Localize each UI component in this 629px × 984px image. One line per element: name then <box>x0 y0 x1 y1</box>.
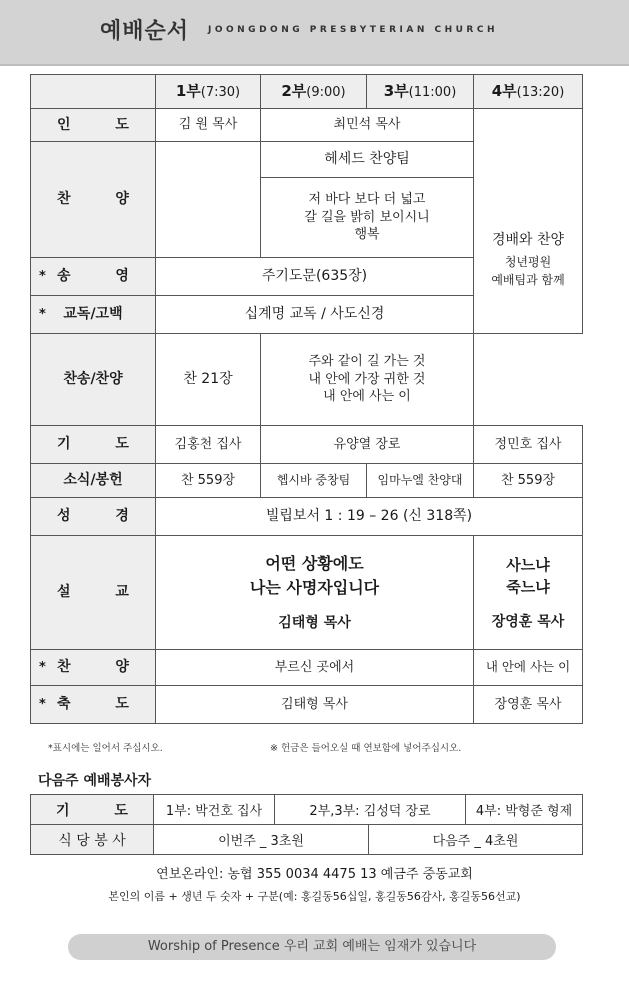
benediction-value: 김태형 목사 <box>156 686 474 724</box>
sermon-s4-cell <box>474 536 583 650</box>
prayer-s1: 김홍천 집사 <box>156 426 261 464</box>
praise-song-2: 갈 길을 밝히 보이시니 <box>304 209 430 225</box>
next-kitchen-this: 이번주 _ 3초원 <box>154 825 369 855</box>
s4-praise-line3: 예배팀과 함께 <box>491 273 565 288</box>
prayer-s4: 정민호 집사 <box>474 426 583 464</box>
page-header <box>0 0 629 66</box>
next-kitchen-next: 다음주 _ 4초원 <box>369 825 583 855</box>
sermon-s4-title-1: 사느냐 <box>506 555 550 574</box>
service-header-row <box>31 75 583 109</box>
row-benediction <box>31 686 583 724</box>
row-prayer <box>31 426 583 464</box>
row-offering <box>31 464 583 498</box>
label-prayer: 기 도 <box>31 426 156 464</box>
service-2-header: 2부(9:00) <box>261 75 367 109</box>
label-closing-hymn: * 찬 양 <box>31 650 156 686</box>
page-title: 예배순서 <box>100 19 190 44</box>
sermon-title-2: 나는 사명자입니다 <box>249 578 380 598</box>
prayer-s23: 유양열 장로 <box>261 426 474 464</box>
service-1-header: 1부(7:30) <box>156 75 261 109</box>
next-prayer-4: 4부: 박형준 형제 <box>466 795 583 825</box>
next-kitchen-row <box>31 825 583 855</box>
church-name: JOONGDONG PRESBYTERIAN CHURCH <box>208 25 498 35</box>
hymn-song-2: 내 안에 가장 귀한 것 <box>308 371 426 387</box>
row-sermon <box>31 536 583 650</box>
sermon-s4-preacher: 장영훈 목사 <box>491 613 565 630</box>
offering-s1: 찬 559장 <box>156 464 261 498</box>
confession-value: 십계명 교독 / 사도신경 <box>156 296 474 334</box>
sermon-cell <box>156 536 474 650</box>
next-prayer-23: 2부,3부: 김성덕 장로 <box>275 795 466 825</box>
worship-order-table <box>30 74 583 724</box>
praise-songs <box>261 178 474 258</box>
praise-s1-empty <box>156 142 261 258</box>
praise-song-1: 저 바다 보다 더 넓고 <box>308 192 426 208</box>
next-kitchen-label: 식 당 봉 사 <box>31 825 154 855</box>
note-standing: *표시에는 일어서 주십시오. <box>48 743 163 754</box>
label-benediction: * 축 도 <box>31 686 156 724</box>
offering-s2: 헵시바 중창팀 <box>261 464 367 498</box>
label-offering: 소식/봉헌 <box>31 464 156 498</box>
praise-song-3: 행복 <box>354 227 380 243</box>
label-hymn: 찬송/찬양 <box>31 334 156 426</box>
label-doxology: * 송 영 <box>31 258 156 296</box>
row-scripture <box>31 498 583 536</box>
hymn-song-1: 주와 같이 길 가는 것 <box>308 354 426 370</box>
label-leader: 인 도 <box>31 109 156 142</box>
doxology-value: 주기도문(635장) <box>156 258 474 296</box>
note-offering: ※ 헌금은 들어오실 때 연보함에 넣어주십시오. <box>270 743 462 754</box>
sermon-s4-title-2: 죽느냐 <box>506 578 550 597</box>
bank-info: 연보온라인: 농협 355 0034 4475 13 예금주 중동교회 <box>156 867 473 882</box>
next-prayer-label: 기 도 <box>31 795 154 825</box>
footer-banner: Worship of Presence 우리 교회 예배는 임재가 있습니다 <box>68 934 556 960</box>
offering-s3: 임마누엘 찬양대 <box>367 464 474 498</box>
sermon-preacher: 김태형 목사 <box>278 615 351 632</box>
label-sermon: 설 교 <box>31 536 156 650</box>
label-praise: 찬 양 <box>31 142 156 258</box>
closing-hymn-s4: 내 안에 사는 이 <box>474 650 583 686</box>
next-week-title: 다음주 예배봉사자 <box>38 773 152 789</box>
sermon-title-1: 어떤 상황에도 <box>265 554 364 574</box>
notes <box>48 740 588 754</box>
service-4-header: 4부(13:20) <box>474 75 583 109</box>
row-leader <box>31 109 583 142</box>
closing-hymn-value: 부르신 곳에서 <box>156 650 474 686</box>
hymn-s1: 찬 21장 <box>156 334 261 426</box>
row-closing-hymn <box>31 650 583 686</box>
leader-s23: 최민석 목사 <box>261 109 474 142</box>
s4-praise-cell <box>474 109 583 334</box>
benediction-s4: 장영훈 목사 <box>474 686 583 724</box>
s4-praise-line1: 경배와 찬양 <box>491 232 565 249</box>
next-week-table <box>30 794 583 855</box>
service-3-header: 3부(11:00) <box>367 75 474 109</box>
next-prayer-1: 1부: 박건호 집사 <box>154 795 275 825</box>
praise-team: 헤세드 찬양팀 <box>261 142 474 178</box>
s4-praise-line2: 청년평원 <box>504 255 552 270</box>
corner-cell <box>31 75 156 109</box>
scripture-value: 빌립보서 1 : 19 – 26 (신 318쪽) <box>156 498 583 536</box>
bank-instructions: 본인의 이름 + 생년 두 숫자 + 구분(예: 홍길동56십일, 홍길동56감사, 홍길동56선교) <box>108 890 521 903</box>
row-hymn <box>31 334 583 426</box>
label-confession: * 교독/고백 <box>31 296 156 334</box>
hymn-songs <box>261 334 474 426</box>
offering-s4: 찬 559장 <box>474 464 583 498</box>
leader-s1: 김 원 목사 <box>156 109 261 142</box>
hymn-song-3: 내 안에 사는 이 <box>323 389 411 405</box>
next-prayer-row <box>31 795 583 825</box>
label-scripture: 성 경 <box>31 498 156 536</box>
